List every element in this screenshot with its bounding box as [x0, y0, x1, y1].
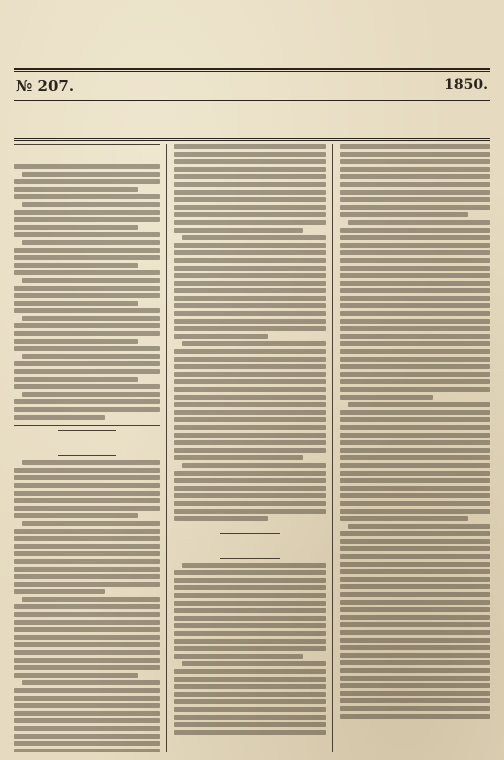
- article-lines: [14, 460, 160, 752]
- contents-lines: [14, 164, 160, 420]
- issue-rule: [14, 100, 490, 101]
- header-rule: [14, 138, 490, 139]
- issue-year: 1850.: [444, 77, 488, 93]
- issue-number: № 207.: [16, 77, 75, 95]
- table-of-contents: [14, 144, 160, 426]
- column-divider: [332, 144, 333, 752]
- section-divider: [58, 430, 116, 431]
- column-3: [340, 144, 490, 752]
- section-divider: [58, 455, 116, 456]
- issue-info-row: [14, 73, 490, 99]
- header-rule-thin: [14, 140, 490, 141]
- article-lines: [340, 144, 490, 719]
- masthead-title: [18, 4, 488, 68]
- contents-heading: [14, 150, 160, 160]
- masthead-rule: [14, 68, 490, 70]
- masthead-rule-thin: [14, 71, 490, 72]
- column-divider: [166, 144, 167, 752]
- column-1: [14, 144, 160, 752]
- section-heading: [174, 538, 326, 552]
- section-divider: [220, 533, 281, 534]
- section-divider: [220, 558, 281, 559]
- article-lines: [174, 144, 326, 521]
- section-heading: [14, 435, 160, 449]
- subscription-notice: [14, 102, 490, 136]
- column-2: [174, 144, 326, 752]
- article-lines: [174, 563, 326, 735]
